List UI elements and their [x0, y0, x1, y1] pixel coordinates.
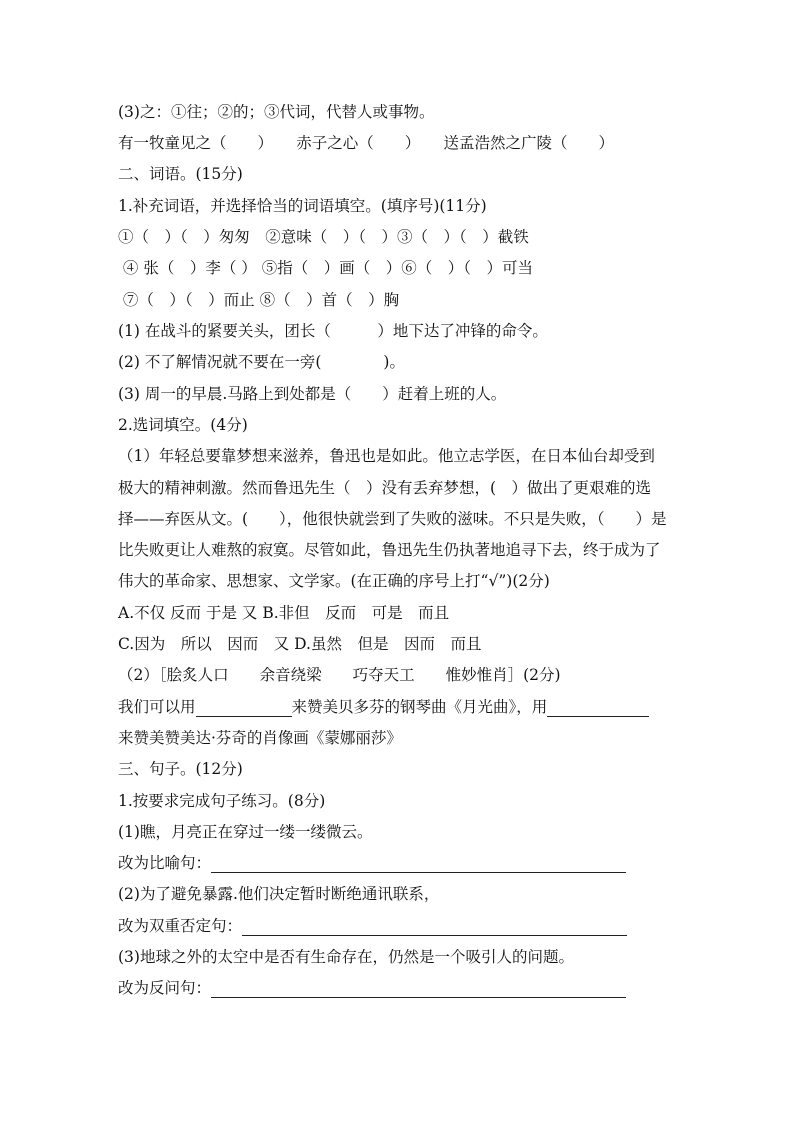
idiom-row-2: ④ 张（ ）李（ ） ⑤指（ ）画（ ）⑥（ ）（ ）可当	[118, 259, 533, 277]
idiom-row-1: ①（ ）（ ）匆匆 ②意味（ ）（ ）③（ ）（ ）截铁	[118, 228, 529, 246]
question-1-heading: 1.补充词语，并选择恰当的词语填空。(填序号)(11分)	[118, 197, 487, 215]
answer-blank[interactable]	[211, 983, 626, 998]
passage-line-2: 极大的精神刺激。然而鲁迅先生（ ）没有丢弃梦想，( ）做出了更艰难的选	[118, 479, 652, 497]
option-cd: C.因为 所以 因而 又 D.虽然 但是 因而 而且	[118, 635, 482, 653]
idiom-fill-prefix: 我们可以用	[118, 698, 196, 716]
fill-sentence-1: (1) 在战斗的紧要关头，团长（ ）地下达了冲锋的命令。	[118, 322, 548, 340]
sentence-1: (1)瞧，月亮正在穿过一缕一缕微云。	[118, 823, 373, 841]
passage-line-4: 比失败更让人难熬的寂寞。尽管如此，鲁迅先生仍执著地追寻下去，终于成为了	[118, 541, 661, 559]
idiom-fill-middle: 来赞美贝多芬的钢琴曲《月光曲》，用	[291, 698, 548, 716]
answer-label: 改为反问句：	[118, 979, 212, 997]
idiom-fill-line-2: 来赞美赞美达·芬奇的肖像画《蒙娜丽莎》	[118, 729, 402, 747]
idiom-fill-line	[118, 697, 649, 717]
answer-line-1	[118, 853, 626, 873]
fill-sentence-3: (3) 周一的早晨.马路上到处都是（ ）赶着上班的人。	[118, 385, 507, 403]
answer-blank[interactable]	[211, 858, 626, 873]
answer-line-2	[118, 916, 627, 936]
passage-line-5: 伟大的革命家、思想家、文学家。(在正确的序号上打“√”)(2分)	[118, 572, 550, 590]
answer-blank[interactable]	[242, 921, 627, 936]
sentence-3: (3)地球之外的太空中是否有生命存在，仍然是一个吸引人的问题。	[118, 948, 574, 966]
option-ab: A.不仅 反而 于是 又 B.非但 反而 可是 而且	[118, 604, 450, 622]
answer-label: 改为比喻句：	[118, 854, 212, 872]
zhi-choice-line: 有一牧童见之（ ） 赤子之心（ ） 送孟浩然之广陵（ ）	[118, 134, 615, 152]
sentence-2: (2)为了避免暴露.他们决定暂时断绝通讯联系，	[118, 885, 440, 903]
answer-line-3	[118, 978, 626, 998]
passage-line-1: （1）年轻总要靠梦想来滋养，鲁迅也是如此。他立志学医，在日本仙台却受到	[118, 447, 655, 465]
fill-sentence-2: (2) 不了解情况就不要在一旁( )。	[118, 353, 405, 371]
idiom-choices: （2）［脍炙人口 余音绕梁 巧夺天工 惟妙惟肖］(2分)	[118, 666, 561, 684]
answer-blank[interactable]	[196, 702, 292, 717]
answer-label: 改为双重否定句：	[118, 917, 243, 935]
passage-line-3: 择——弃医从文。( ），他很快就尝到了失败的滋味。不只是失败，（ ）是	[118, 510, 667, 528]
answer-blank[interactable]	[547, 702, 649, 717]
meaning-zhi-line: (3)之：①往；②的；③代词，代替人或事物。	[118, 103, 435, 121]
sentence-question-heading: 1.按要求完成句子练习。(8分)	[118, 792, 326, 810]
section-two-heading: 二、词语。(15分)	[118, 165, 243, 183]
idiom-row-3: ⑦（ ）（ ）而止 ⑧（ ）首（ ）胸	[118, 291, 400, 309]
question-2-heading: 2.选词填空。(4分)	[118, 416, 248, 434]
section-three-heading: 三、句子。(12分)	[118, 760, 243, 778]
